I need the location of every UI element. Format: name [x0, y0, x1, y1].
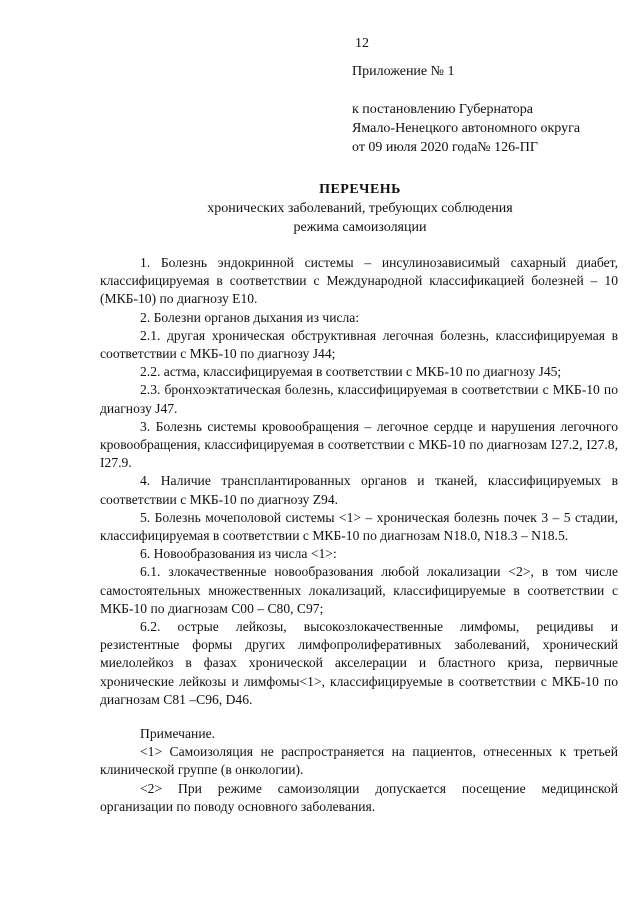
list-title: ПЕРЕЧЕНЬ	[319, 182, 401, 197]
note-2: <2> При режиме самоизоляции допускается посещение медицинской организации по поводу основного заболевания.	[100, 780, 618, 814]
list-item: 1. Болезнь эндокринной системы – инсулинозависимый сахарный диабет, классифицируемая в соответствии с Международной классификацией болезней – 10 (МКБ-10) по диагнозу Е10.	[100, 255, 618, 307]
attachment-line-2: Ямало-Ненецкого автономного округа	[352, 121, 581, 136]
list-item: 6.1. злокачественные новообразования любой локализации <2>, в том числе самостоятельных множественных локализаций, классифицируемые в соответствии с МКБ-10 по диагнозам C00 – C80, C97;	[100, 564, 618, 616]
list-item: 2. Болезни органов дыхания из числа:	[140, 309, 360, 325]
list-subtitle-2: режима самоизоляции	[293, 220, 427, 235]
attachment-block	[352, 62, 622, 157]
attachment-line-1: к постановлению Губернатора	[352, 102, 533, 117]
diseases-list	[100, 254, 618, 709]
attachment-line-3: от 09 июля 2020 года№ 126-ПГ	[352, 140, 539, 155]
list-item: 4. Наличие трансплантированных органов и тканей, классифицируемых в соответствии с МКБ-10 по диагнозу Z94.	[100, 473, 618, 507]
attachment-title: Приложение № 1	[352, 64, 455, 79]
list-item: 2.1. другая хроническая обструктивная легочная болезнь, классифицируемая в соответствии с МКБ-10 по диагнозу J44;	[100, 327, 618, 362]
list-item: 2.3. бронхоэктатическая болезнь, классифицируемая в соответствии с МКБ-10 по диагнозу J47.	[100, 382, 618, 416]
list-item: 6. Новообразования из числа <1>:	[140, 546, 337, 562]
notes-heading: Примечание.	[140, 726, 216, 741]
page-number: 12	[355, 36, 369, 51]
list-subtitle-1: хронических заболеваний, требующих соблюдения	[207, 201, 513, 216]
list-item: 3. Болезнь системы кровообращения – легочное сердце и нарушения легочного кровообращения, классифицируемая в соответствии с МКБ-10 по диагнозам I27.2, I27.8, I27.9.	[100, 418, 618, 471]
list-item: 6.2. острые лейкозы, высокозлокачественные лимфомы, рецидивы и резистентные формы других лимфопролиферативных заболеваний, хронический миелолейкоз в фазах хронической акселерации и бластного криза, первичные хронические лейкозы и лимфомы<1>, классифицируемые в соответствии с МКБ-10 по диагнозам C81 –C96, D46.	[100, 619, 618, 707]
list-item: 5. Болезнь мочеполовой системы <1> – хроническая болезнь почек 3 – 5 стадии, классифицируемая в соответствии с МКБ-10 по диагнозам N18.0, N18.3 – N18.5.	[100, 509, 618, 544]
list-header	[100, 180, 620, 237]
list-item: 2.2. астма, классифицируемая в соответствии с МКБ-10 по диагнозу J45;	[140, 364, 562, 380]
notes-section	[100, 725, 618, 816]
note-1: <1> Самоизоляция не распространяется на пациентов, отнесенных к третьей клинической группе (в онкологии).	[100, 744, 618, 778]
